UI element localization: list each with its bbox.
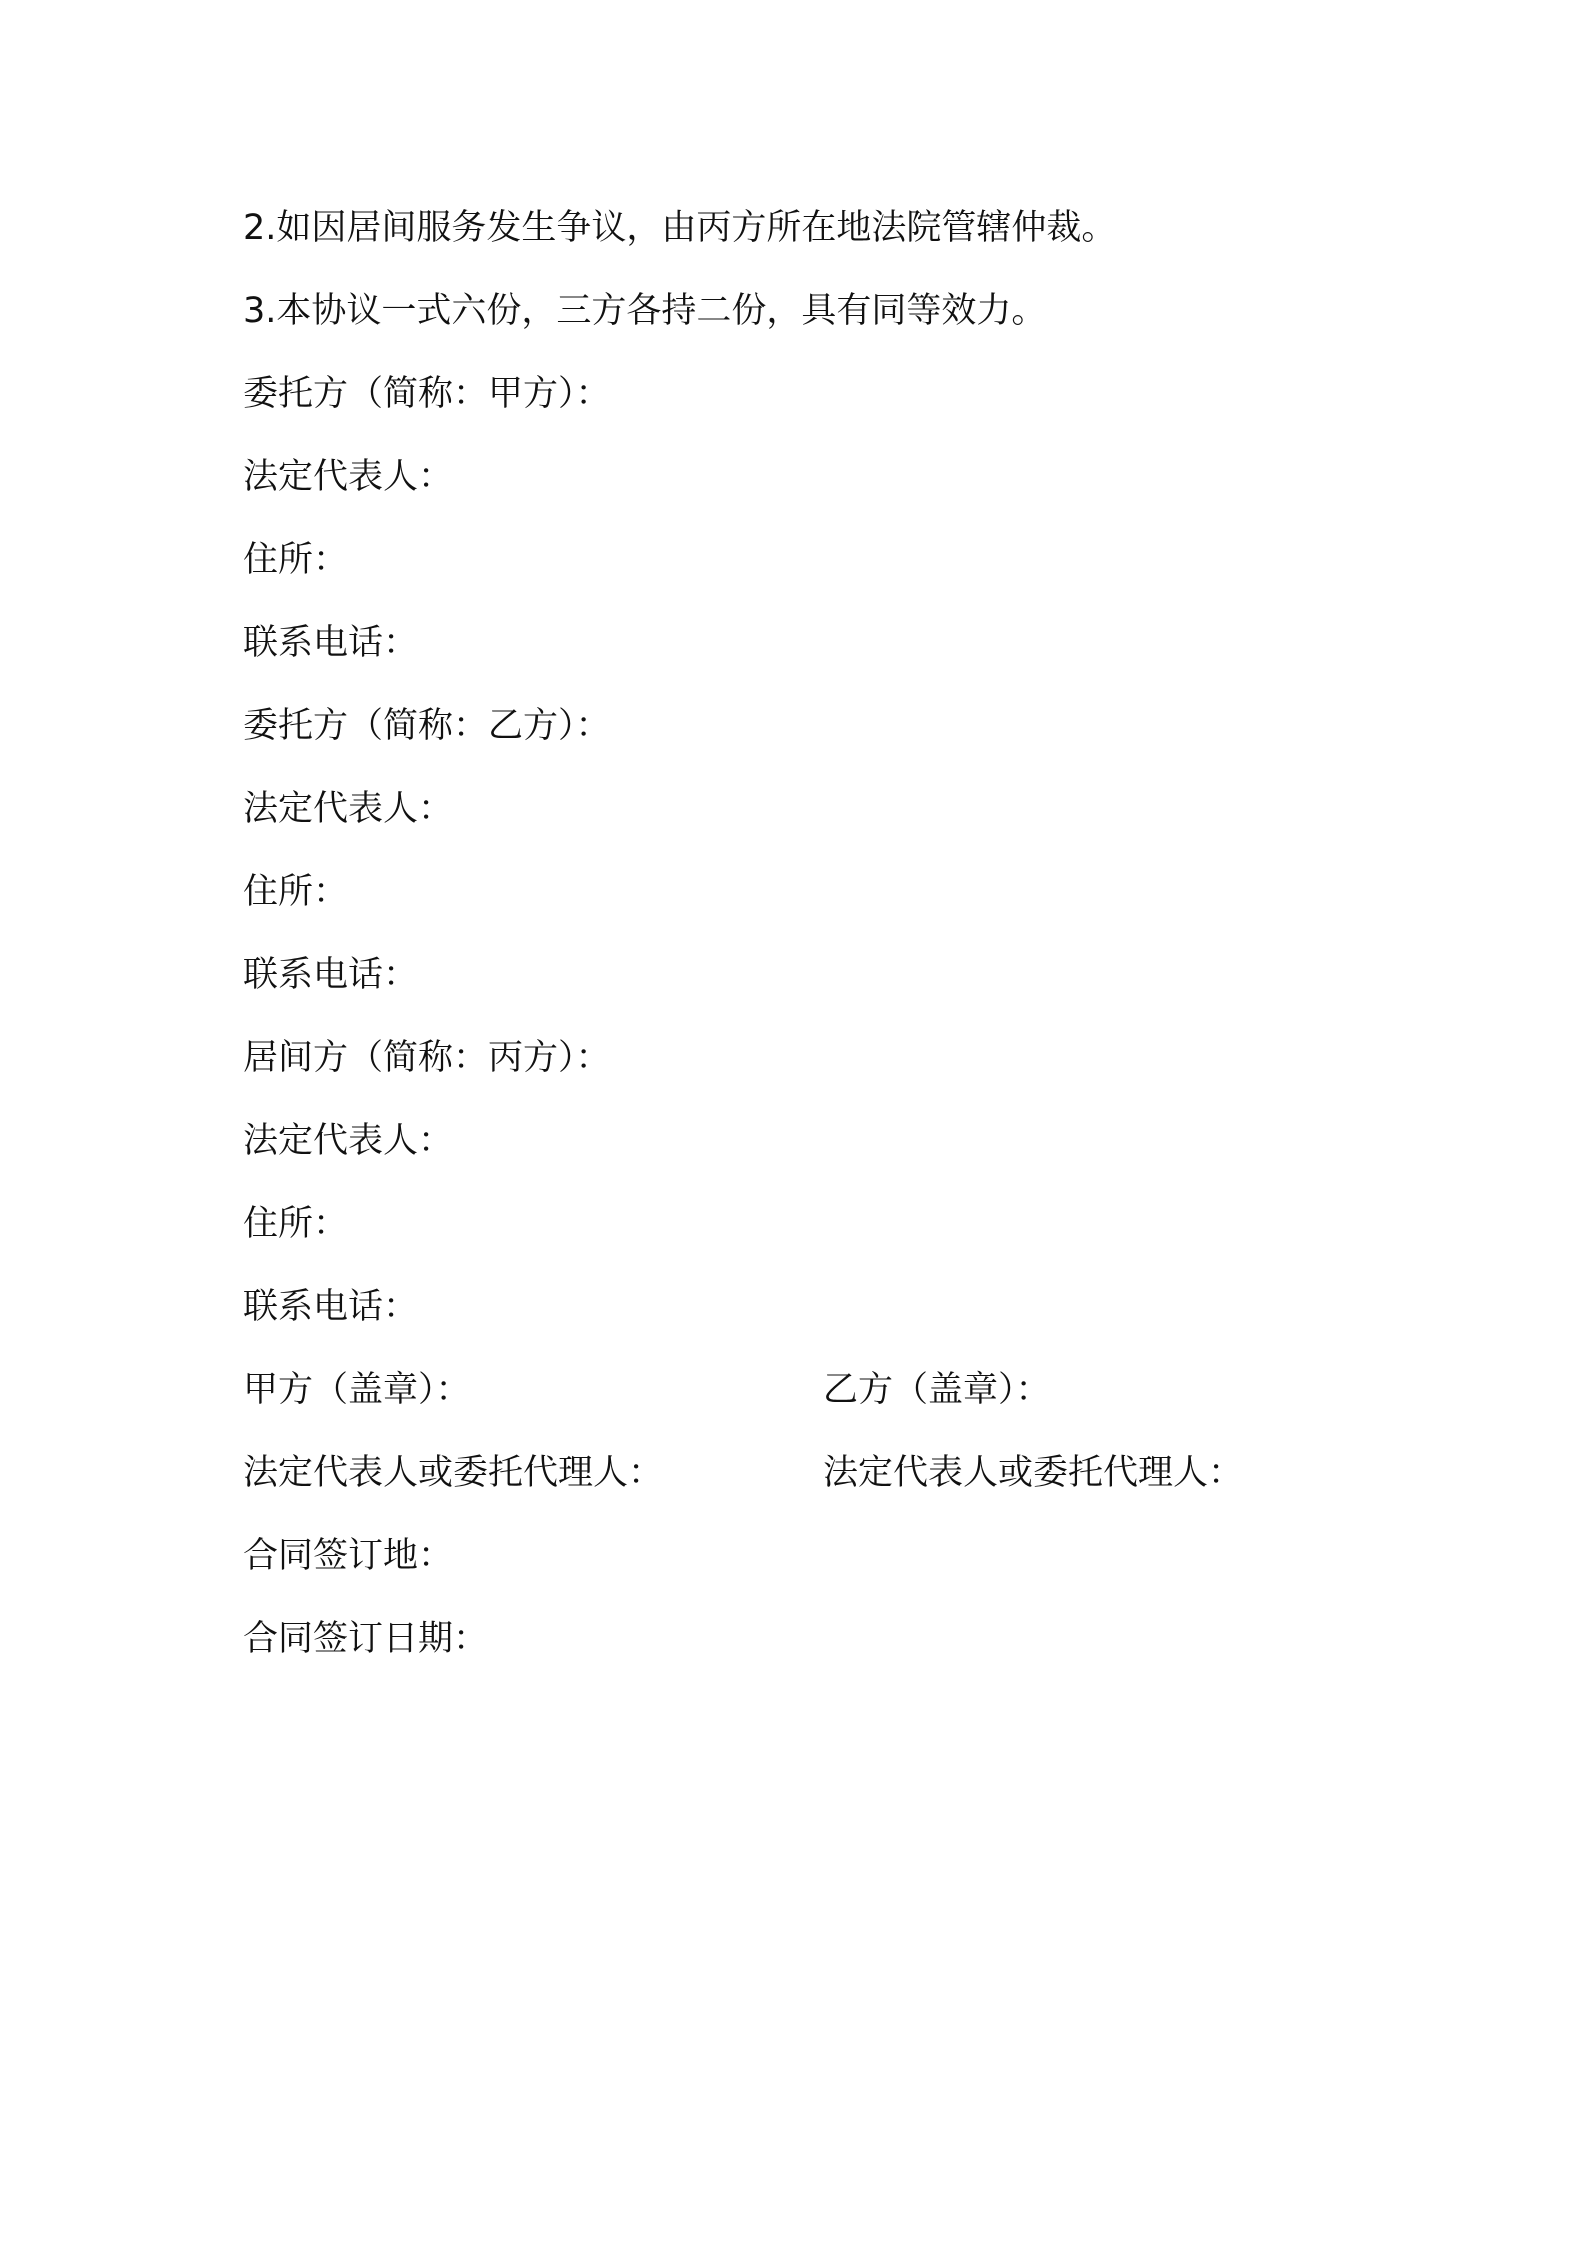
party-a-seal-label: 甲方（盖章）： — [243, 1370, 471, 1410]
party-a-signatory-label: 法定代表人或委托代理人： — [243, 1453, 664, 1493]
party-c-rep-label: 法定代表人： — [243, 1121, 454, 1161]
signing-date-label: 合同签订日期： — [243, 1619, 489, 1659]
party-b-phone-label: 联系电话： — [243, 955, 419, 995]
party-b-rep-label: 法定代表人： — [243, 789, 454, 829]
party-c-title: 居间方（简称：丙方）： — [243, 1038, 611, 1078]
party-a-title: 委托方（简称：甲方）： — [243, 374, 611, 414]
party-b-address-label: 住所： — [243, 872, 349, 912]
contract-body — [243, 198, 1363, 1692]
party-a-rep-label: 法定代表人： — [243, 457, 454, 497]
representative-row — [243, 1443, 1363, 1526]
clause-dispute: 2.如因居间服务发生争议，由丙方所在地法院管辖仲裁。 — [243, 208, 1117, 248]
clause-copies: 3.本协议一式六份，三方各持二份，具有同等效力。 — [243, 291, 1047, 331]
signing-place-label: 合同签订地： — [243, 1536, 454, 1576]
party-b-signatory-label: 法定代表人或委托代理人： — [823, 1453, 1244, 1493]
party-c-phone-label: 联系电话： — [243, 1287, 419, 1327]
party-b-seal-label: 乙方（盖章）： — [823, 1370, 1051, 1410]
party-c-address-label: 住所： — [243, 1204, 349, 1244]
seal-row — [243, 1360, 1363, 1443]
party-b-title: 委托方（简称：乙方）： — [243, 706, 611, 746]
party-a-address-label: 住所： — [243, 540, 349, 580]
party-a-phone-label: 联系电话： — [243, 623, 419, 663]
